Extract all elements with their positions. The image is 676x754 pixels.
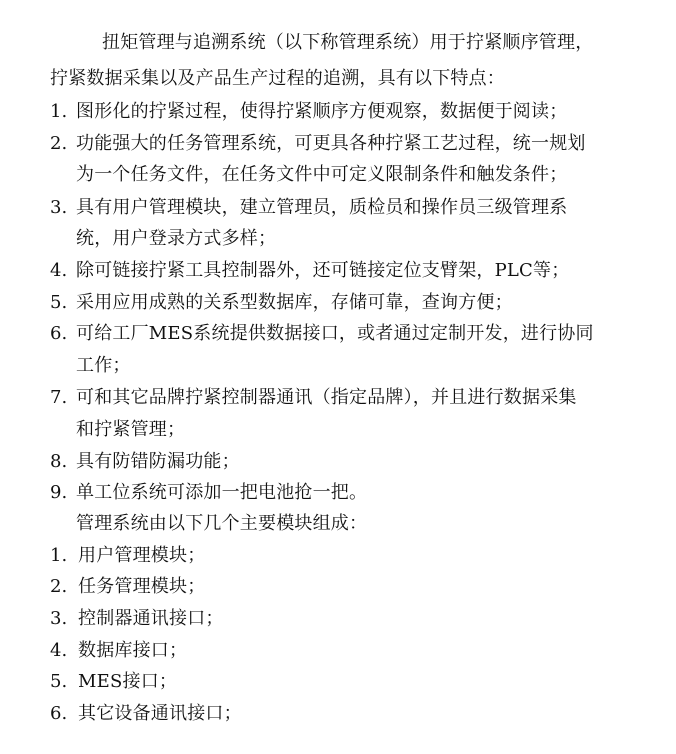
feature-text: 具有用户管理模块，建立管理员，质检员和操作员三级管理系	[76, 197, 568, 218]
feature-text-continued: 工作；	[76, 355, 131, 376]
module-number: 1.	[50, 545, 68, 566]
feature-text: 可和其它品牌拧紧控制器通讯（指定品牌），并且进行数据采集	[76, 387, 577, 408]
feature-text: 除可链接拧紧工具控制器外，还可链接定位支臂架，PLC等；	[76, 260, 570, 281]
module-number: 4.	[50, 640, 68, 661]
feature-text-continued: 为一个任务文件，在任务文件中可定义限制条件和触发条件；	[76, 164, 568, 185]
feature-text: 采用应用成熟的关系型数据库，存储可靠，查询方便；	[76, 292, 513, 313]
module-number: 5.	[50, 671, 68, 692]
module-text: 控制器通讯接口；	[78, 608, 224, 629]
intro-line-2: 拧紧数据采集以及产品生产过程的追溯，具有以下特点：	[50, 68, 505, 89]
module-text: 其它设备通讯接口；	[78, 703, 242, 724]
feature-text: 单工位系统可添加一把电池抢一把。	[76, 482, 368, 503]
module-text: MES接口；	[78, 671, 178, 692]
feature-text: 功能强大的任务管理系统，可更具各种拧紧工艺过程，统一规划	[76, 133, 586, 154]
module-text: 数据库接口；	[78, 640, 188, 661]
feature-number: 5.	[50, 292, 68, 313]
module-number: 2.	[50, 576, 68, 597]
feature-text-continued: 统，用户登录方式多样；	[76, 228, 277, 249]
module-text: 任务管理模块；	[78, 576, 206, 597]
feature-number: 3.	[50, 197, 68, 218]
modules-intro: 管理系统由以下几个主要模块组成：	[76, 513, 368, 534]
module-number: 3.	[50, 608, 68, 629]
feature-number: 6.	[50, 323, 68, 344]
feature-text: 可给工厂MES系统提供数据接口，或者通过定制开发，进行协同	[76, 323, 594, 344]
feature-number: 8.	[50, 451, 68, 472]
intro-line-1: 扭矩管理与追溯系统（以下称管理系统）用于拧紧顺序管理，	[102, 32, 594, 53]
feature-number: 4.	[50, 260, 68, 281]
module-number: 6.	[50, 703, 68, 724]
feature-number: 9.	[50, 482, 68, 503]
feature-text: 具有防错防漏功能；	[76, 451, 240, 472]
feature-text-continued: 和拧紧管理；	[76, 419, 186, 440]
module-text: 用户管理模块；	[78, 545, 206, 566]
feature-number: 1.	[50, 101, 68, 122]
feature-number: 2.	[50, 133, 68, 154]
feature-text: 图形化的拧紧过程，使得拧紧顺序方便观察，数据便于阅读；	[76, 101, 568, 122]
feature-number: 7.	[50, 387, 68, 408]
